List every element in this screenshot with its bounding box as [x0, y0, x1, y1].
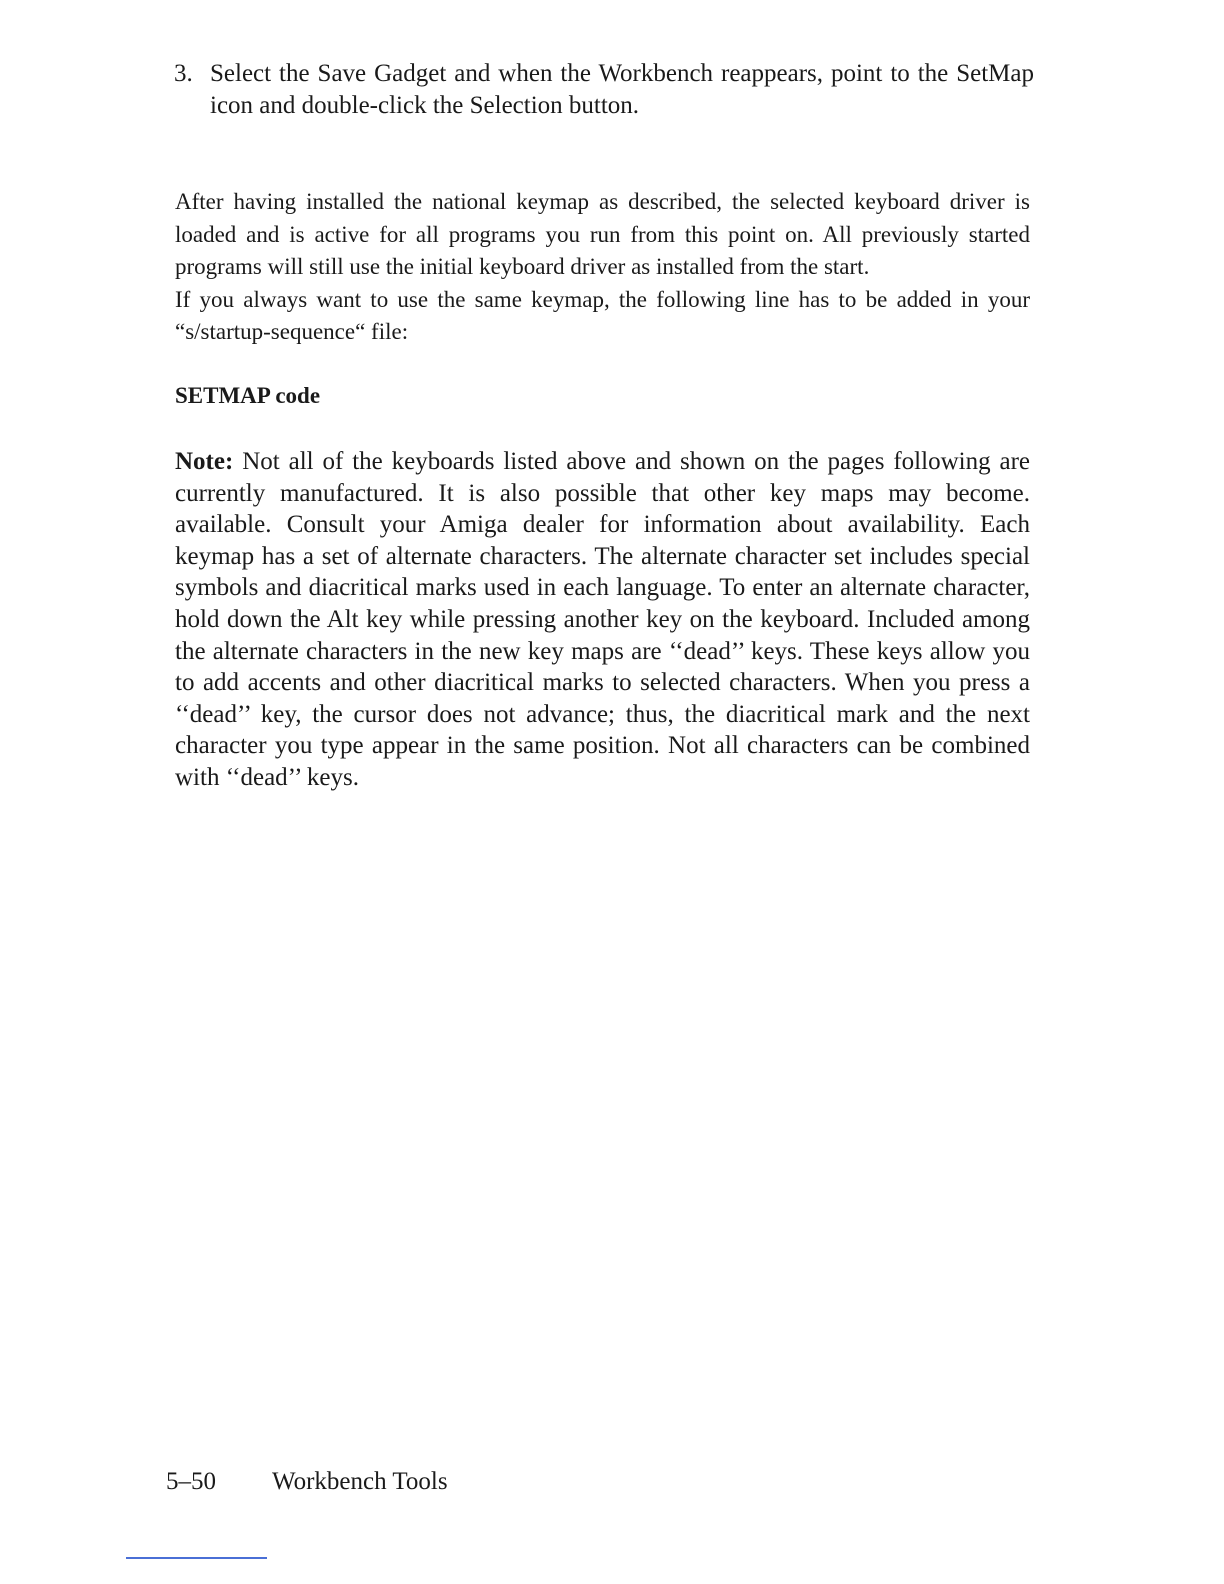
keymap-install-paragraph — [175, 186, 1030, 349]
setmap-command: SETMAP code — [175, 383, 321, 408]
page-number: 5–50 — [166, 1468, 216, 1495]
note-paragraph — [175, 446, 1030, 794]
paragraph-line: If you always want to use the same keymap, the following line has to be added in your “s/startup-sequence“ file: — [175, 286, 1030, 344]
numbered-step — [174, 58, 1034, 122]
step-number: 3. — [174, 60, 193, 87]
page-footer — [166, 1466, 448, 1498]
footer-divider — [126, 1557, 267, 1559]
step-text: Select the Save Gadget and when the Workbench reappears, point to the SetMap icon and double-click the Selection button. — [210, 60, 1034, 119]
section-title: Workbench Tools — [272, 1468, 448, 1495]
note-label: Note: — [175, 448, 234, 475]
paragraph-line: After having installed the national keymap as described, the selected keyboard driver is loaded and is active for all programs you run from this point on. All previously started programs will still use the initial keyboard driver as installed from the start. — [175, 189, 1030, 279]
note-text: Not all of the keyboards listed above and shown on the pages following are currently manufactured. It is also possible that other key maps may become. available. Consult your Amiga dealer for information about availability. Each keymap has a set of alternate characters. The alternate character set includes special symbols and diacritical marks used in each language. To enter an alternate character, hold down the Alt key while pressing another key on the keyboard. Included among the alternate characters in the new key maps are ‘‘dead’’ keys. These keys allow you to add accents and other diacritical marks to selected characters. When you press a ‘‘dead’’ key, the cursor does not advance; thus, the diacritical mark and the next character you type appear in the same position. Not all characters can be combined with ‘‘dead’’ keys. — [175, 448, 1030, 791]
